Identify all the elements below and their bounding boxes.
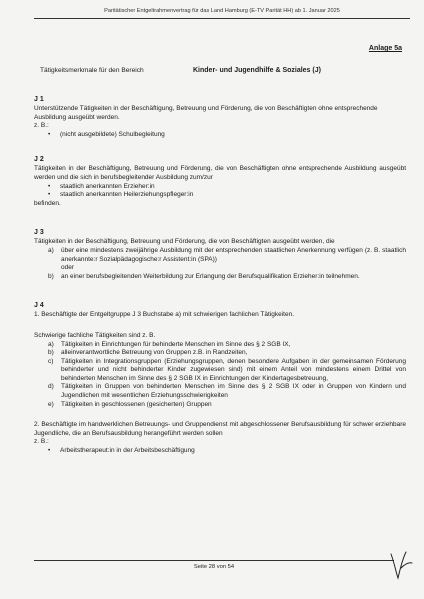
section-title: J 4 xyxy=(34,302,44,310)
numbered-item-1: 1. Beschäftigte der Entgeltgruppe J 3 Buchstabe a) mit schwierigen fachlichen Tätigkeiten. xyxy=(34,311,295,319)
list-item xyxy=(48,358,406,384)
section-closing: befinden. xyxy=(34,199,61,207)
alpha-list xyxy=(34,273,406,282)
list-item-text: über eine mindestens zweijährige Ausbildung mit der entsprechenden staatlichen Anerkennung verfügen (z. B. staatlich anerkannte:r Sozialpädagogische:r Assistent:in (SPA)) xyxy=(61,246,406,263)
page-number: Seite 28 von 54 xyxy=(193,564,235,570)
bullet-list xyxy=(34,447,406,456)
anlage-label: Anlage 5a xyxy=(368,45,402,52)
list-item xyxy=(48,401,406,410)
list-marker: c) xyxy=(48,357,54,365)
numbered-item-2: 2. Beschäftigte im handwerklichen Betreuungs- und Gruppendienst mit abgeschlossener Berufsausbildung für schwer erziehbare Jugendliche, die an Berufsausbildung herangeführt werden sollen xyxy=(34,421,406,437)
list-item xyxy=(48,383,406,400)
list-marker: d) xyxy=(48,383,54,391)
list-item xyxy=(48,341,406,350)
section-j3 xyxy=(34,228,406,281)
list-marker: e) xyxy=(48,400,54,408)
initials-signature xyxy=(388,548,414,582)
list-marker: a) xyxy=(48,246,54,254)
section-text: Tätigkeiten in der Beschäftigung, Betreuung und Förderung, die von Beschäftigten ohne entsprechende Ausbildung ausgeübt werden und die sich in berufsbegleitender Ausbildung zum/zur xyxy=(34,165,406,181)
footer-rule xyxy=(34,560,394,561)
list-item-text: an einer berufsbegleitenden Weiterbildung zur Erlangung der Berufsqualifikation Erzieher:in teilnehmen. xyxy=(61,272,360,280)
content xyxy=(34,95,406,456)
bullet-list xyxy=(34,131,406,140)
list-item-text: Tätigkeiten in Einrichtungen für behinderte Menschen im Sinne des § 2 SGB IX, xyxy=(61,340,291,348)
section-title: J 1 xyxy=(34,96,44,103)
list-item-text: Tätigkeiten in geschlossenen (gesicherten) Gruppen xyxy=(61,400,212,408)
section-title: J 2 xyxy=(34,156,44,164)
list-item-text: Tätigkeiten in Integrationsgruppen (Erziehungsgruppen, denen besondere Aufgaben in der gemeinsamen Förderung behinderter und nicht behinderter Kinder zugewiesen sind) mit einem Anteil von mindestens einem Drittel von behinderten Menschen im Sinne des § 2 SGB IX in Einrichtungen der Kindertagesbetreuung, xyxy=(61,357,406,382)
category-value: Kinder- und Jugendhilfe & Soziales (J) xyxy=(193,67,321,74)
list-marker: b) xyxy=(48,349,54,357)
list-item xyxy=(48,349,406,358)
list-item: • staatlich anerkannten Erzieher:in xyxy=(48,183,406,192)
list-item xyxy=(48,247,406,264)
page-header: Paritätischer Entgeltrahmenvertrag für das Land Hamburg (E-TV Parität HH) ab 1. Januar 2025 xyxy=(104,8,340,14)
examples-intro: Schwierige fachliche Tätigkeiten sind z. B. xyxy=(34,331,156,339)
section-j1 xyxy=(34,95,406,139)
list-item xyxy=(48,273,406,282)
section-text: Unterstützende Tätigkeiten in der Beschäftigung, Betreuung und Förderung, die von Beschäftigten ohne entsprechende Ausbildung ausgeübt werden. xyxy=(34,105,378,121)
alpha-list xyxy=(34,247,406,264)
list-marker: b) xyxy=(48,272,54,280)
section-text: Tätigkeiten in der Beschäftigung, Betreuung und Förderung, die von Beschäftigten ausgeübt werden, die xyxy=(34,238,335,246)
list-item: • (nicht ausgebildete) Schulbegleitung xyxy=(48,131,406,140)
bullet-list xyxy=(34,183,406,200)
zb-label: z. B.: xyxy=(34,438,49,446)
section-title: J 3 xyxy=(34,229,44,237)
oder-label: oder xyxy=(61,264,75,272)
list-item-text: Tätigkeiten in Gruppen von behinderten Menschen im Sinne des § 2 SGB IX oder in Gruppen von Kindern und Jugendlichen mit wesentlichen Erziehungsschwierigkeiten xyxy=(61,383,406,400)
list-marker: a) xyxy=(48,340,54,348)
header-rule xyxy=(34,18,410,19)
zb-label: z. B.: xyxy=(34,122,49,130)
category-label: Tätigkeitsmerkmale für den Bereich xyxy=(40,67,144,74)
section-j4 xyxy=(34,301,406,455)
section-j2 xyxy=(34,155,406,208)
list-item-text: alleinverantwortliche Betreuung von Gruppen z.B. in Randzeiten, xyxy=(61,349,248,357)
alpha-list xyxy=(34,341,406,410)
list-item: • Arbeitstherapeut:in in der Arbeitsbeschäftigung xyxy=(48,447,406,456)
list-item: • staatlich anerkannten Heilerziehungspfleger:in xyxy=(48,191,406,200)
